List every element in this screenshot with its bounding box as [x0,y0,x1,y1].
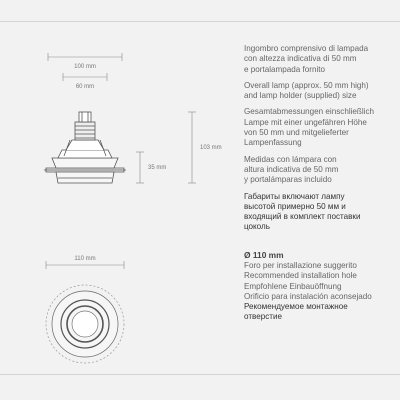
description-ru: Габариты включают лампу высотой примерно 50 мм и входящий в комплект поставки цоколь [244,191,361,232]
dim-35-label: 35 mm [148,165,167,171]
dim-60 [63,73,107,81]
size-descriptions [244,44,394,239]
description-it: Ingombro comprensivo di lampada con altezza indicativa di 50 mm e portalampada fornito [244,44,369,74]
dim-100 [48,53,122,61]
dim-103-label: 103 mm [200,145,222,151]
hole-line-ru-1: Рекомендуемое монтажное [244,302,348,312]
hole-line-es: Orificio para instalación aconsejado [244,291,372,301]
lamp-holder-side-view [44,112,126,183]
hole-diameter-title: Ø 110 mm [244,250,284,260]
dim-35 [136,152,144,183]
dim-110-label: 110 mm [74,256,96,262]
hole-line-it: Foro per installazione suggerito [244,261,357,270]
dim-60-label: 60 mm [75,84,95,90]
hole-line-de: Empfohlene Einbauöffnung [244,281,342,291]
hole-line-ru-2: отверстие [244,312,283,322]
dim-110 [46,261,124,269]
dim-103 [188,112,196,183]
dim-100-label: 100 mm [74,64,96,70]
lamp-holder-top-view [46,285,124,363]
installation-hole-info [244,250,394,323]
hole-line-en: Recommended installation hole [244,271,357,281]
description-de: Gesamtabmessungen einschließlich Lampe mit einer ungefähren Höhe von 50 mm und mitgelieferter Lampenfassung [244,107,375,148]
description-en: Overall lamp (approx. 50 mm high) and lamp holder (supplied) size [244,80,369,101]
description-es: Medidas con lámpara con altura indicativa de 50 mm y portalámparas incluido [244,154,339,185]
